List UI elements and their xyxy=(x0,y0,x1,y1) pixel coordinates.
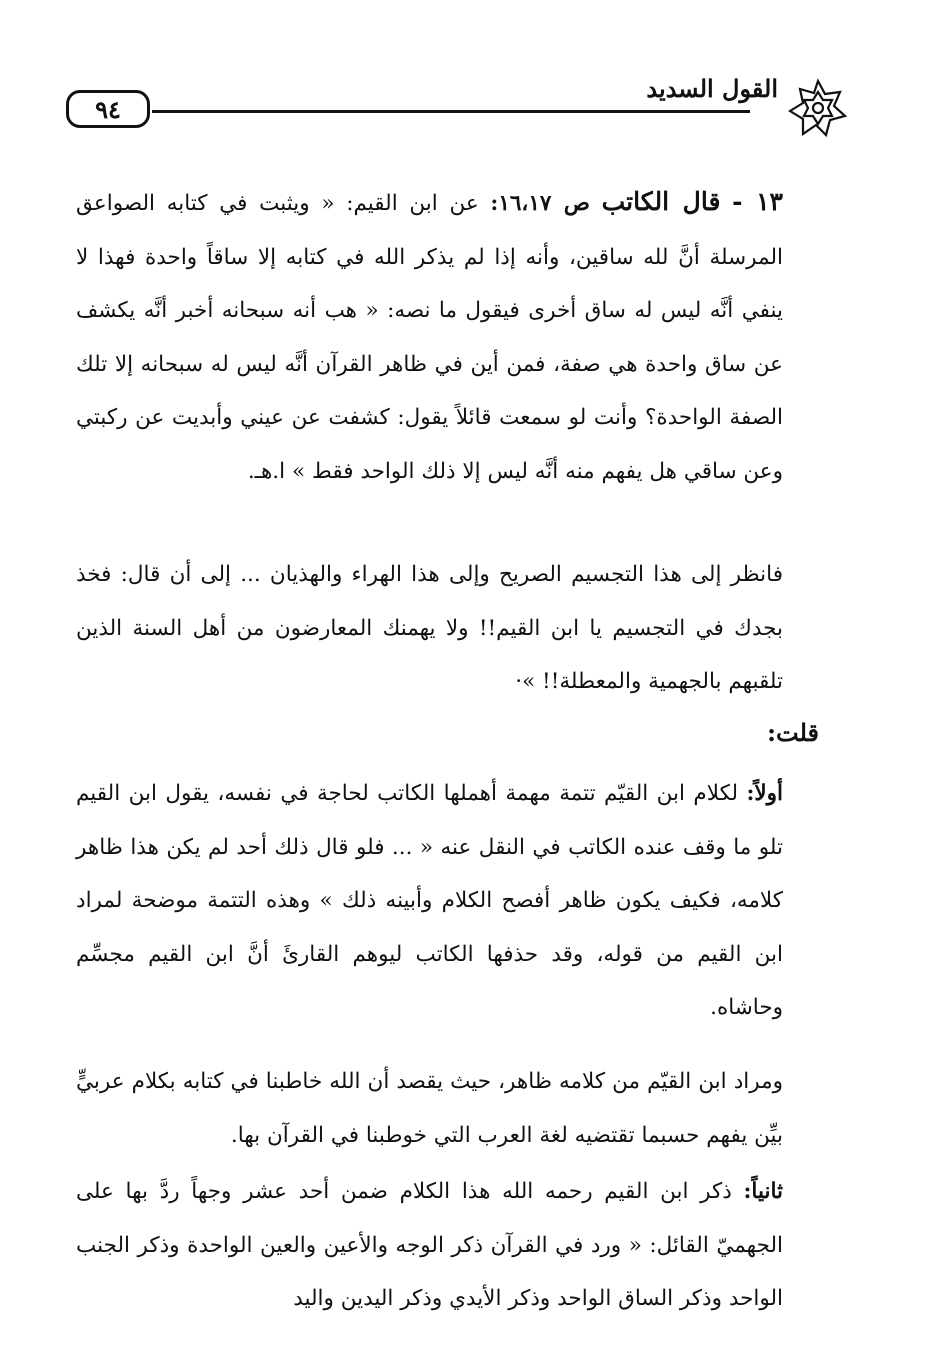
first-point-lead: أولاً: xyxy=(746,781,783,806)
author-label: قال الكاتب xyxy=(601,187,721,216)
ornament-icon xyxy=(788,78,848,138)
entry-13 xyxy=(76,175,819,498)
second-point xyxy=(76,1165,819,1326)
running-title: القول السديد xyxy=(646,74,778,103)
quote-text: فانظر إلى هذا التجسيم الصريح وإلى هذا الهراء والهذيان ... إلى أن قال: فخذ بجدك في التجسيم يا ابن القيم!! ولا يهمنك المعارضون من أهل السنة الذين تلقبهم بالجهمية والمعطلة!! »· xyxy=(76,562,783,694)
first-point xyxy=(76,767,819,1035)
explanation-paragraph xyxy=(76,1055,819,1162)
header-rule xyxy=(152,110,750,113)
section-heading-qultu: قلت: xyxy=(767,718,819,747)
explanation-text: ومراد ابن القيّم من كلامه ظاهر، حيث يقصد أن الله خاطبنا في كتابه بكلام عربيٍّ بيِّن يفهم حسبما تقتضيه لغة العرب التي خوطبنا في القرآن بها. xyxy=(76,1069,783,1148)
second-point-text: ذكر ابن القيم رحمه الله هذا الكلام ضمن أحد عشر وجهاً ردَّ بها على الجهميّ القائل: « ورد في القرآن ذكر الوجه والأعين والعين الواحدة وذكر الجنب الواحد وذكر الساق الواحد وذكر الأيدي وذكر اليدين واليد xyxy=(76,1179,783,1311)
second-point-lead: ثانياً: xyxy=(743,1179,783,1204)
quote-paragraph xyxy=(76,548,819,709)
entry-number: ١٣ - xyxy=(732,187,783,216)
page-header xyxy=(60,68,850,138)
page-number: ٩٤ xyxy=(66,90,150,128)
first-point-text: لكلام ابن القيّم تتمة مهمة أهملها الكاتب لحاجة في نفسه، يقول ابن القيم تلو ما وقف عنده الكاتب في النقل عنه « ... فلو قال ذلك أحد لم يكن هذا ظاهر كلامه، فكيف يكون ظاهر أفصح الكلام وأبينه ذلك » وهذه التتمة موضحة لمراد ابن القيم من قوله، وقد حذفها الكاتب ليوهم القارئَ أنَّ ابن القيم مجسِّم وحاشاه. xyxy=(76,781,783,1020)
page-reference: ص ١٦،١٧: xyxy=(490,191,590,216)
entry-text: عن ابن القيم: « ويثبت في كتابه الصواعق المرسلة أنَّ لله ساقين، وأنه إذا لم يذكر الله في كتابه إلا ساقاً واحدة فهذا لا ينفي أنَّه ليس له ساق أخرى فيقول ما نصه: « هب أنه سبحانه أخبر أنَّه يكشف عن ساق واحدة هي صفة، فمن أين في ظاهر القرآن أنَّه ليس له سبحانه إلا تلك الصفة الواحدة؟ وأنت لو سمعت قائلاً يقول: كشفت عن عيني وأبديت عن ركبتي وعن ساقي هل يفهم منه أنَّه ليس إلا ذلك الواحد فقط » ا.هـ. xyxy=(76,191,783,484)
